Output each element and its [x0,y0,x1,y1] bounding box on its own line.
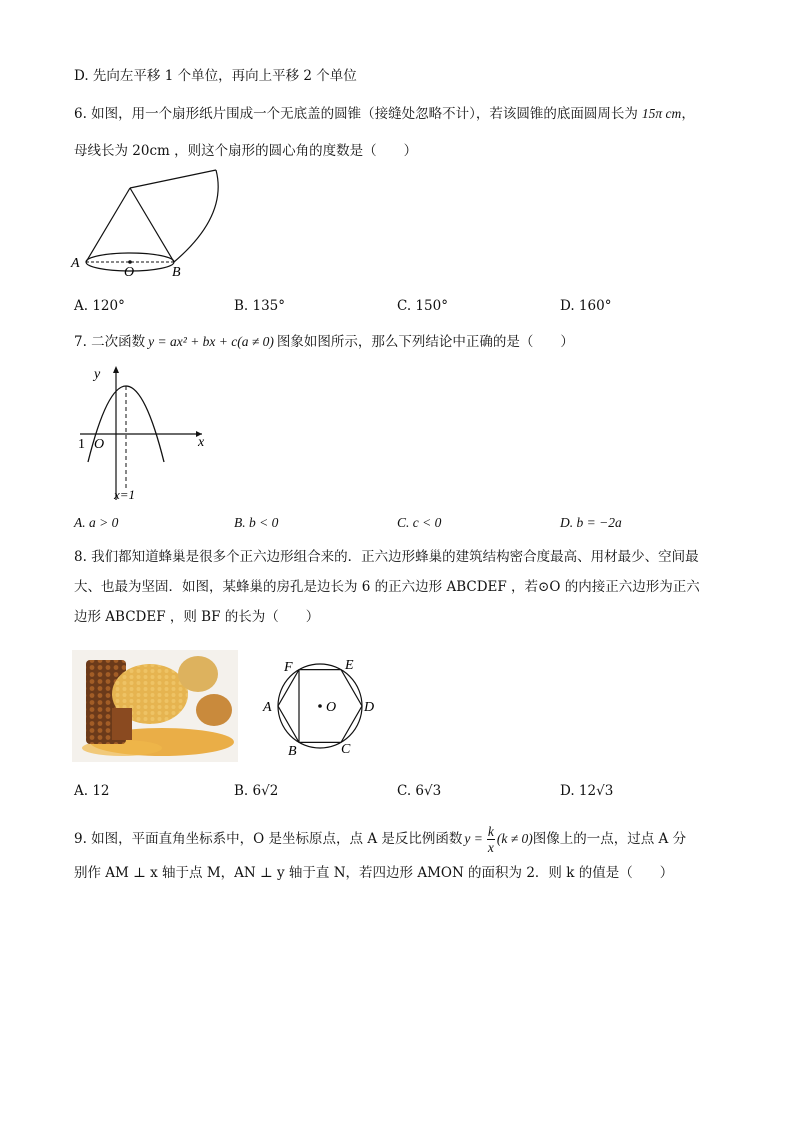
q8-label-b: B [288,744,297,759]
q9-formula-y: y = [464,831,483,846]
q6-option-b[interactable]: B. 135° [234,298,286,314]
q9-stem-prefix: 9. 如图，平面直角坐标系中，O 是坐标原点，点 A 是反比例函数 [74,831,463,847]
q9-fraction-num: k [487,824,494,839]
q6-label-o: O [124,265,135,280]
q7-label-one: 1 [78,437,85,452]
q8-hexagon-figure [258,655,382,759]
q7-option-d[interactable]: D. b = −2a [560,515,622,530]
q8-label-f: F [284,660,293,675]
q6-label-a: A [71,256,80,271]
q8-stem-line3: 边形 ABCDEF ，则 BF 的长为（ ） [74,609,320,625]
q6-value: 15π cm [641,106,682,121]
q6-stem-end: ， [681,106,695,122]
q6-stem-line1 [74,104,695,124]
q7-option-b[interactable]: B. b < 0 [234,515,279,530]
q8-option-a[interactable]: A. 12 [74,783,110,799]
q6-cone-figure [66,166,226,282]
q9-formula-cond: (k ≠ 0) [496,831,533,846]
q9-fraction [487,824,495,855]
q7-stem-prefix: 7. 二次函数 [74,334,146,350]
q7-parabola-figure [72,362,212,504]
q9-stem-line1 [74,824,686,855]
q7-label-x: x [198,435,205,450]
q8-option-d[interactable]: D. 12√3 [560,783,614,799]
q6-label-b: B [172,265,181,280]
q7-label-axis: x=1 [114,487,136,502]
q8-label-d: D [364,700,375,715]
q7-formula: y = ax² + bx + c(a ≠ 0) [148,334,274,349]
q7-option-c[interactable]: C. c < 0 [397,515,442,530]
q8-stem-line1: 8. 我们都知道蜂巢是很多个正六边形组合来的．正六边形蜂巢的建筑结构密合度最高、用材最少、空间最 [74,549,699,565]
q9-stem-line2: 别作 AM ⊥ x 轴于点 M，AN ⊥ y 轴于直 N，若四边形 AMON 的面积为 2．则 k 的值是（ ） [74,865,674,881]
q8-stem-line2: 大、也最为坚固．如图，某蜂巢的房孔是边长为 6 的正六边形 ABCDEF ，若⊙O 的内接正六边形为正六 [74,579,700,595]
q8-option-c[interactable]: C. 6√3 [397,783,442,799]
q7-stem-suffix: 图象如图所示，那么下列结论中正确的是（ ） [276,334,574,350]
q8-option-b[interactable]: B. 6√2 [234,783,279,799]
q8-label-c: C [341,742,351,757]
q9-fraction-den: x [487,840,494,855]
q5-option-d: D. 先向左平移 1 个单位，再向上平移 2 个单位 [74,68,357,84]
q8-label-e: E [345,658,354,673]
q6-option-c[interactable]: C. 150° [397,298,448,314]
q8-label-o: O [326,700,337,715]
q6-option-d[interactable]: D. 160° [560,298,612,314]
q6-option-a[interactable]: A. 120° [74,298,125,314]
q7-stem [74,332,574,352]
honeycomb-photo [72,650,238,762]
q7-option-a[interactable]: A. a > 0 [74,515,119,530]
q9-stem-suffix: 图像上的一点，过点 A 分 [532,831,687,847]
q7-label-o: O [94,437,105,452]
q7-label-y: y [94,367,101,382]
q6-stem-text: 6. 如图，用一个扇形纸片围成一个无底盖的圆锥（接缝处忽略不计），若该圆锥的底面圆周长为 [74,106,638,122]
q6-stem-line2: 母线长为 20cm ，则这个扇形的圆心角的度数是（ ） [74,143,418,159]
q8-label-a: A [263,700,272,715]
